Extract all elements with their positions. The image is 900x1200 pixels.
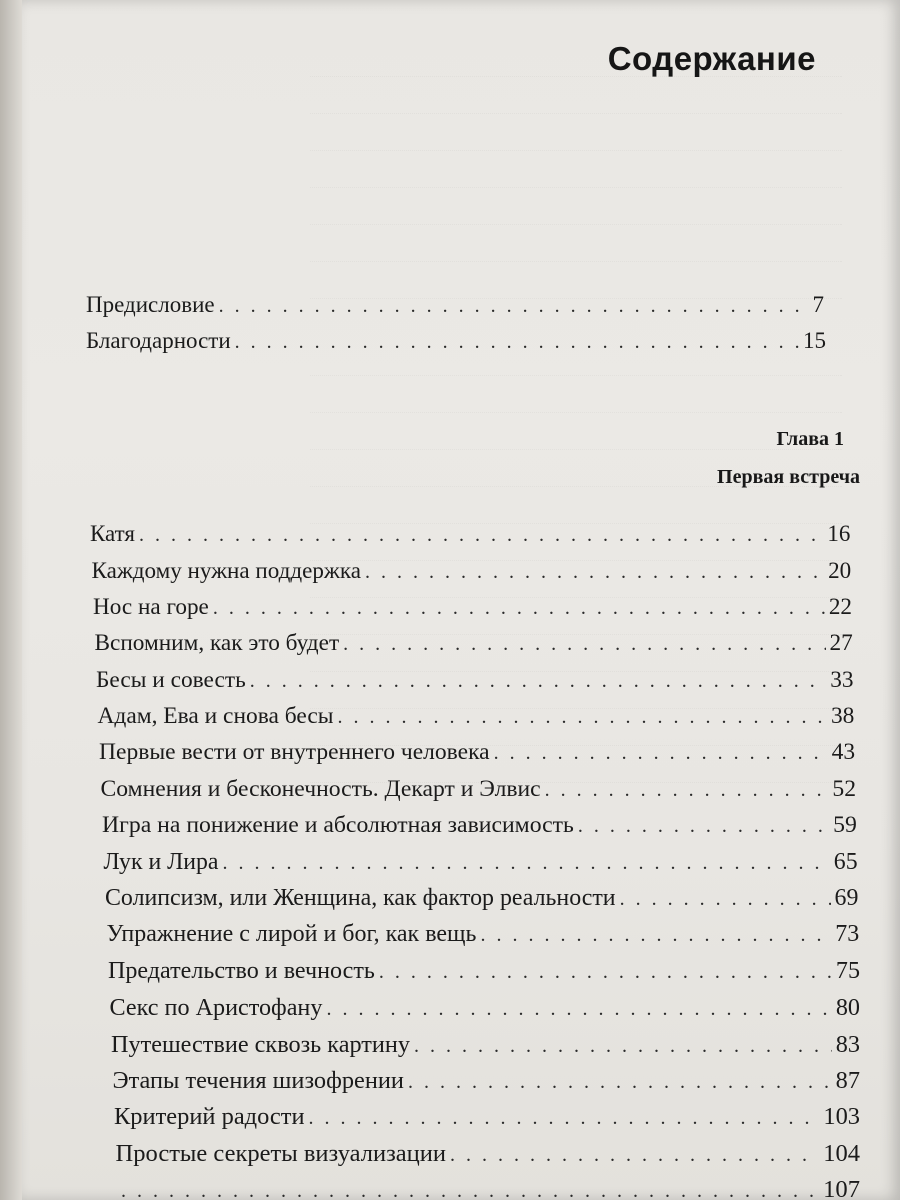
toc-entry-preface[interactable]	[86, 292, 824, 324]
toc-entry-label: Первые вести от внутреннего человека	[99, 739, 490, 766]
toc-entry[interactable]	[107, 921, 860, 953]
table-of-contents	[22, 0, 900, 1200]
toc-entry-page: 38	[830, 703, 855, 729]
dot-leader	[222, 852, 829, 875]
dot-leader	[379, 961, 832, 984]
toc-entry-label: Путешествие сквозь картину	[111, 1030, 410, 1058]
chapter-title[interactable]: Первая встреча	[717, 466, 860, 488]
dot-leader	[620, 888, 831, 911]
toc-entry[interactable]	[108, 958, 860, 990]
toc-entry-label: Упражнение с лирой и бог, как вещь	[106, 921, 477, 948]
dot-leader	[480, 924, 831, 947]
toc-entry[interactable]	[110, 994, 861, 1026]
toc-entry[interactable]	[116, 1140, 861, 1172]
dot-leader	[494, 742, 828, 765]
toc-entry-page: 107	[823, 1176, 860, 1200]
toc-entry[interactable]	[95, 630, 853, 662]
dot-leader	[250, 670, 827, 693]
toc-entry-label: Сомнения и бесконечность. Декарт и Элвис	[100, 775, 541, 802]
toc-entry[interactable]	[101, 776, 857, 808]
toc-entry[interactable]	[111, 1031, 860, 1063]
toc-entry[interactable]	[104, 849, 858, 881]
dot-leader	[309, 1107, 820, 1130]
toc-entry-page: 33	[830, 666, 854, 693]
toc-entry-page: 27	[829, 630, 853, 657]
toc-entry[interactable]	[99, 739, 855, 771]
toc-entry-label: Катя	[90, 521, 135, 546]
toc-entry-label: Лук и Лира	[103, 848, 219, 875]
toc-entry-page: 75	[835, 957, 860, 984]
toc-entry-page: 7	[812, 292, 824, 317]
toc-entry[interactable]	[117, 1176, 860, 1200]
toc-entry-page: 103	[823, 1103, 860, 1131]
dot-leader	[139, 524, 823, 547]
dot-leader	[365, 561, 824, 584]
toc-entry-label: Адам, Ева и снова бесы	[97, 703, 334, 729]
toc-entry[interactable]	[96, 667, 854, 699]
toc-entry[interactable]	[92, 557, 852, 589]
toc-entry-label: Предисловие	[86, 292, 215, 317]
toc-entry[interactable]	[98, 703, 855, 735]
dot-leader	[450, 1144, 819, 1167]
toc-entry-label: Этапы течения шизофрении	[112, 1067, 404, 1094]
toc-entry[interactable]	[102, 812, 857, 844]
toc-entry-label: Критерий радости	[114, 1103, 305, 1131]
dot-leader	[213, 597, 825, 620]
dot-leader	[545, 779, 829, 802]
toc-entry[interactable]	[113, 1067, 861, 1099]
toc-entry-page: 16	[827, 521, 851, 546]
toc-entry-label: Благодарности	[86, 328, 231, 353]
dot-leader	[414, 1035, 832, 1058]
toc-entry-page: 22	[828, 593, 852, 620]
toc-entry-label: Игра на понижение и абсолютная зависимость	[102, 812, 574, 839]
dot-leader	[343, 633, 825, 656]
chapter-number: Глава 1	[776, 428, 844, 450]
toc-entry-label: Вспомним, как это будет	[94, 630, 340, 657]
book-page	[22, 0, 900, 1200]
page-title: Содержание	[607, 40, 816, 77]
toc-entry-label: Каждому нужна поддержка	[91, 557, 361, 584]
toc-entry-page: 69	[834, 885, 859, 911]
dot-leader	[326, 998, 831, 1021]
toc-entry-page: 83	[835, 1030, 860, 1058]
toc-entry-label: Предательство и вечность	[108, 957, 375, 984]
toc-entry-label: Нос на горе	[93, 593, 209, 620]
toc-entry-label: Солипсизм, или Женщина, как фактор реальности	[105, 885, 616, 911]
toc-entry-label: Секс по Аристофану	[109, 994, 323, 1022]
dot-leader	[121, 1180, 819, 1200]
toc-entry-label: Простые секреты визуализации	[115, 1139, 447, 1167]
toc-entry-page: 104	[823, 1139, 860, 1167]
dot-leader	[408, 1071, 832, 1094]
toc-entry-page: 20	[828, 557, 852, 584]
dot-leader	[578, 815, 829, 838]
toc-entry-page: 73	[835, 921, 860, 948]
toc-entry[interactable]	[90, 521, 850, 553]
toc-entry-page: 65	[833, 848, 858, 875]
toc-entry-page: 15	[803, 328, 826, 353]
toc-entry-page: 87	[835, 1067, 860, 1094]
dot-leader	[337, 706, 826, 729]
toc-entry[interactable]	[114, 1103, 860, 1135]
toc-entry[interactable]	[105, 885, 858, 917]
toc-entry-page: 52	[832, 775, 856, 802]
toc-entry[interactable]	[93, 594, 852, 626]
toc-entry-page: 80	[835, 994, 860, 1022]
toc-entry-acknowledgements[interactable]	[86, 328, 826, 360]
toc-entry-page: 59	[833, 812, 857, 839]
toc-entry-page: 43	[831, 739, 856, 766]
book-gutter	[0, 0, 22, 1200]
dot-leader	[235, 331, 799, 354]
toc-entry-label: Бесы и совесть	[96, 666, 246, 693]
dot-leader	[219, 295, 809, 318]
